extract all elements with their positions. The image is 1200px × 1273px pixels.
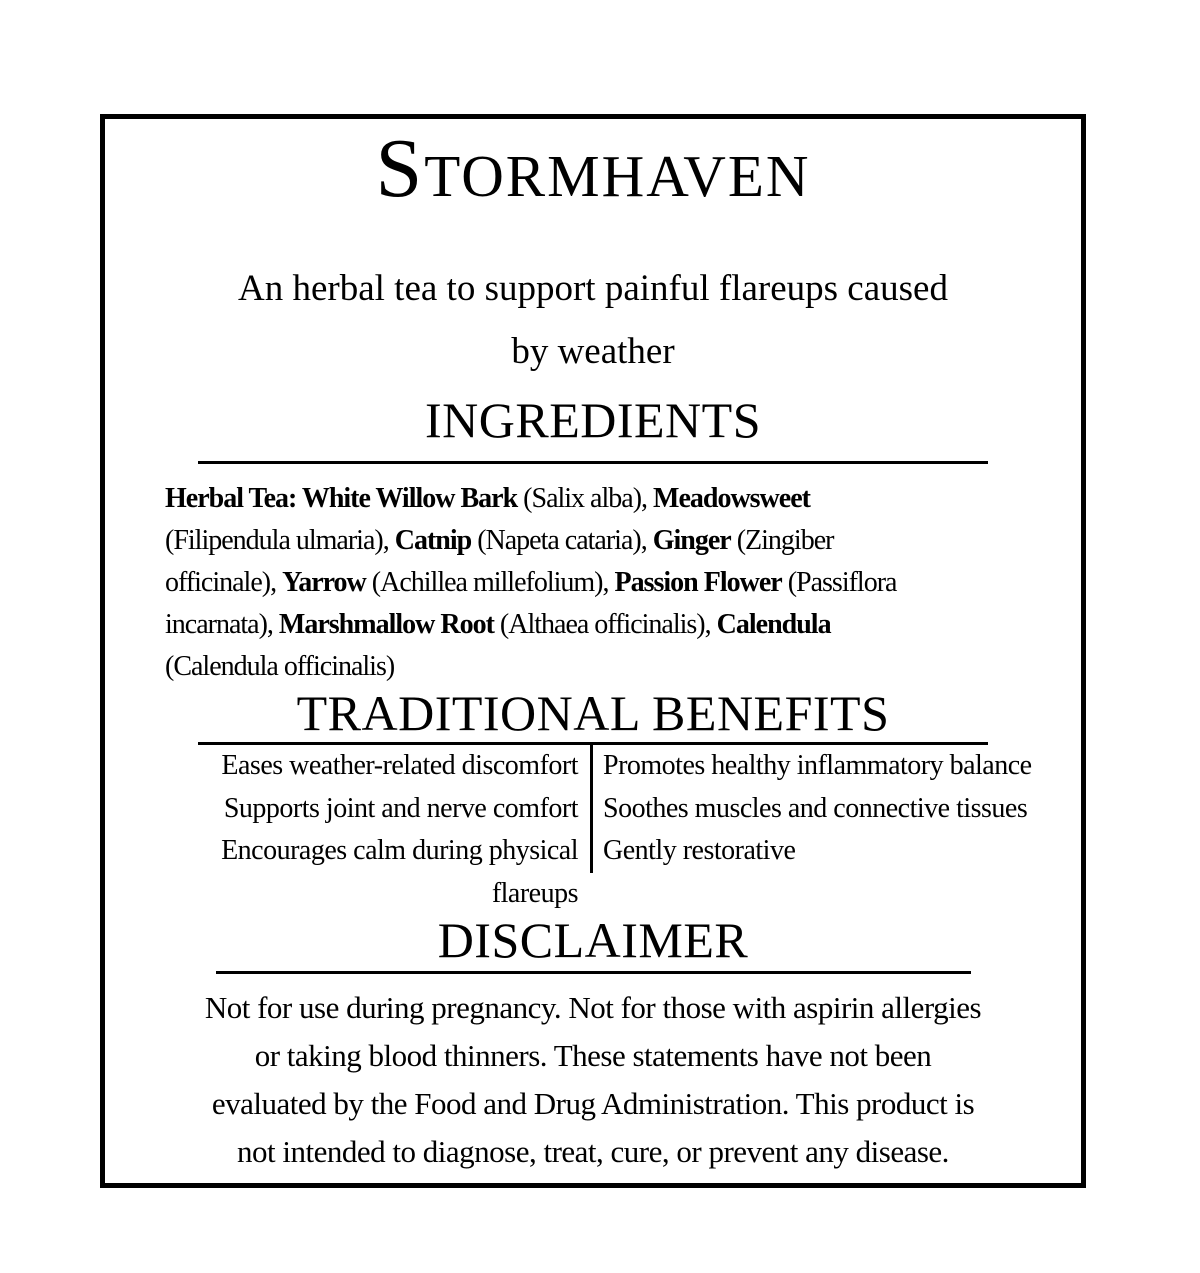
product-subtitle — [105, 257, 1081, 383]
product-title: Stormhaven — [375, 122, 811, 215]
text-line: Soothes muscles and connective tissues — [603, 792, 1028, 824]
ingredient-name: Marshmallow Root — [278, 609, 494, 640]
ingredients-rule — [198, 461, 988, 464]
ingredient-detail: (Zingiber — [730, 525, 834, 556]
text-line: not intended to diagnose, treat, cure, or prevent any disease. — [237, 1134, 949, 1169]
ingredient-name: Passion Flower — [614, 567, 782, 598]
ingredients-text — [165, 478, 1041, 688]
text-line — [165, 646, 1041, 688]
text-line: Not for use during pregnancy. Not for those with aspirin allergies — [204, 990, 982, 1025]
ingredient-detail: (Calendula officinalis) — [165, 651, 395, 682]
ingredient-detail: (Passiflora — [781, 567, 897, 598]
ingredient-detail: (Salix alba), — [517, 483, 654, 514]
text-line: Gently restorative — [603, 835, 796, 866]
ingredient-detail: (Napeta cataria), — [471, 525, 653, 556]
product-label — [100, 114, 1086, 1188]
ingredient-name: Ginger — [652, 525, 731, 556]
text-line — [165, 604, 1041, 646]
text-line: Supports joint and nerve comfort — [223, 792, 578, 824]
benefits-left-column — [165, 745, 590, 915]
text-line: Encourages calm during physical — [221, 835, 578, 866]
text-line — [165, 478, 1041, 520]
text-line: An herbal tea to support painful flareups caused — [238, 268, 948, 309]
ingredient-name: Yarrow — [282, 567, 366, 598]
ingredients-heading: INGREDIENTS — [424, 392, 762, 448]
text-line — [165, 562, 1041, 604]
ingredient-name: Calendula — [716, 609, 831, 640]
disclaimer-text — [105, 984, 1081, 1176]
benefits-right-column — [590, 745, 1081, 873]
ingredient-name: Herbal Tea: White Willow Bark — [165, 483, 518, 514]
text-line: Eases weather-related discomfort — [221, 750, 578, 781]
ingredient-name: Catnip — [394, 525, 472, 556]
text-line: or taking blood thinners. These statements have not been — [254, 1038, 932, 1073]
ingredient-detail: (Filipendula ulmaria), — [165, 525, 395, 556]
text-line: flareups — [491, 877, 578, 909]
disclaimer-rule — [216, 971, 971, 974]
benefits-heading: TRADITIONAL BENEFITS — [296, 685, 890, 741]
ingredient-detail: (Achillea millefolium), — [365, 567, 615, 598]
ingredient-detail: (Althaea officinalis), — [493, 609, 717, 640]
disclaimer-heading: DISCLAIMER — [437, 912, 749, 968]
ingredient-detail: officinale), — [165, 567, 283, 598]
text-line: evaluated by the Food and Drug Administration. This product is — [211, 1086, 975, 1121]
ingredient-name: Meadowsweet — [653, 483, 810, 514]
text-line: by weather — [511, 331, 675, 372]
ingredient-detail: incarnata), — [165, 609, 279, 640]
text-line: Promotes healthy inflammatory balance — [603, 750, 1032, 781]
benefits-table — [165, 745, 1081, 915]
text-line — [165, 520, 1041, 562]
